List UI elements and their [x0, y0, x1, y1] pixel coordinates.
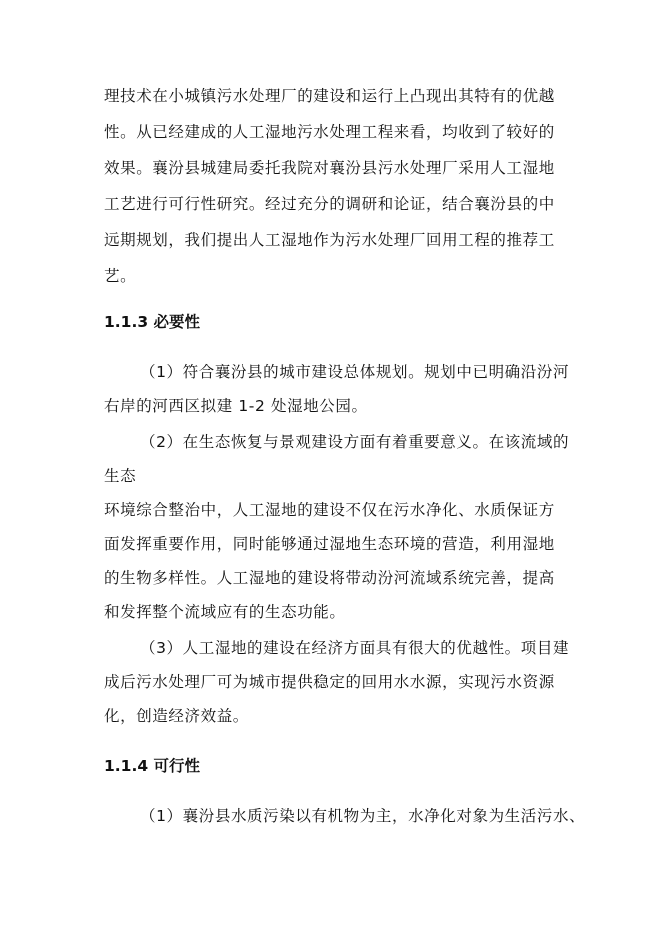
intro-line-3: 效果。襄汾县城建局委托我院对襄汾县污水处理厂采用人工湿地 [104, 159, 555, 177]
necessity-item2-line-1: （2）在生态恢复与景观建设方面有着重要意义。在该流域的 [140, 433, 570, 451]
intro-line-4: 工艺进行可行性研究。经过充分的调研和论证，结合襄汾县的中 [104, 195, 555, 213]
intro-line-5: 远期规划，我们提出人工湿地作为污水处理厂回用工程的推荐工 [104, 231, 555, 249]
necessity-item1-line-1: （1）符合襄汾县的城市建设总体规划。规划中已明确沿汾河 [140, 363, 570, 381]
section-heading-necessity: 1.1.3 必要性 [104, 313, 201, 331]
section-heading-feasibility: 1.1.4 可行性 [104, 757, 201, 775]
necessity-item1-line-2: 右岸的河西区拟建 1-2 处湿地公园。 [104, 397, 368, 415]
intro-line-2: 性。从已经建成的人工湿地污水处理工程来看，均收到了较好的 [104, 123, 555, 141]
necessity-item2-line-5: 的生物多样性。人工湿地的建设将带动汾河流域系统完善，提高 [104, 569, 555, 587]
necessity-item2-line-6: 和发挥整个流域应有的生态功能。 [104, 603, 346, 621]
necessity-item3-line-1: （3）人工湿地的建设在经济方面具有很大的优越性。项目建 [140, 639, 570, 657]
necessity-item2-line-2: 生态 [104, 467, 137, 485]
necessity-item2-line-3: 环境综合整治中，人工湿地的建设不仅在污水净化、水质保证方 [104, 501, 555, 519]
necessity-item2-line-4: 面发挥重要作用，同时能够通过湿地生态环境的营造，利用湿地 [104, 535, 555, 553]
necessity-item3-line-3: 化，创造经济效益。 [104, 707, 249, 725]
necessity-item3-line-2: 成后污水处理厂可为城市提供稳定的回用水水源，实现污水资源 [104, 673, 555, 691]
intro-line-1: 理技术在小城镇污水处理厂的建设和运行上凸现出其特有的优越 [104, 87, 555, 105]
feasibility-item1-line-1: （1）襄汾县水质污染以有机物为主，水净化对象为生活污水、 [140, 807, 586, 825]
intro-line-6: 艺。 [104, 267, 137, 285]
